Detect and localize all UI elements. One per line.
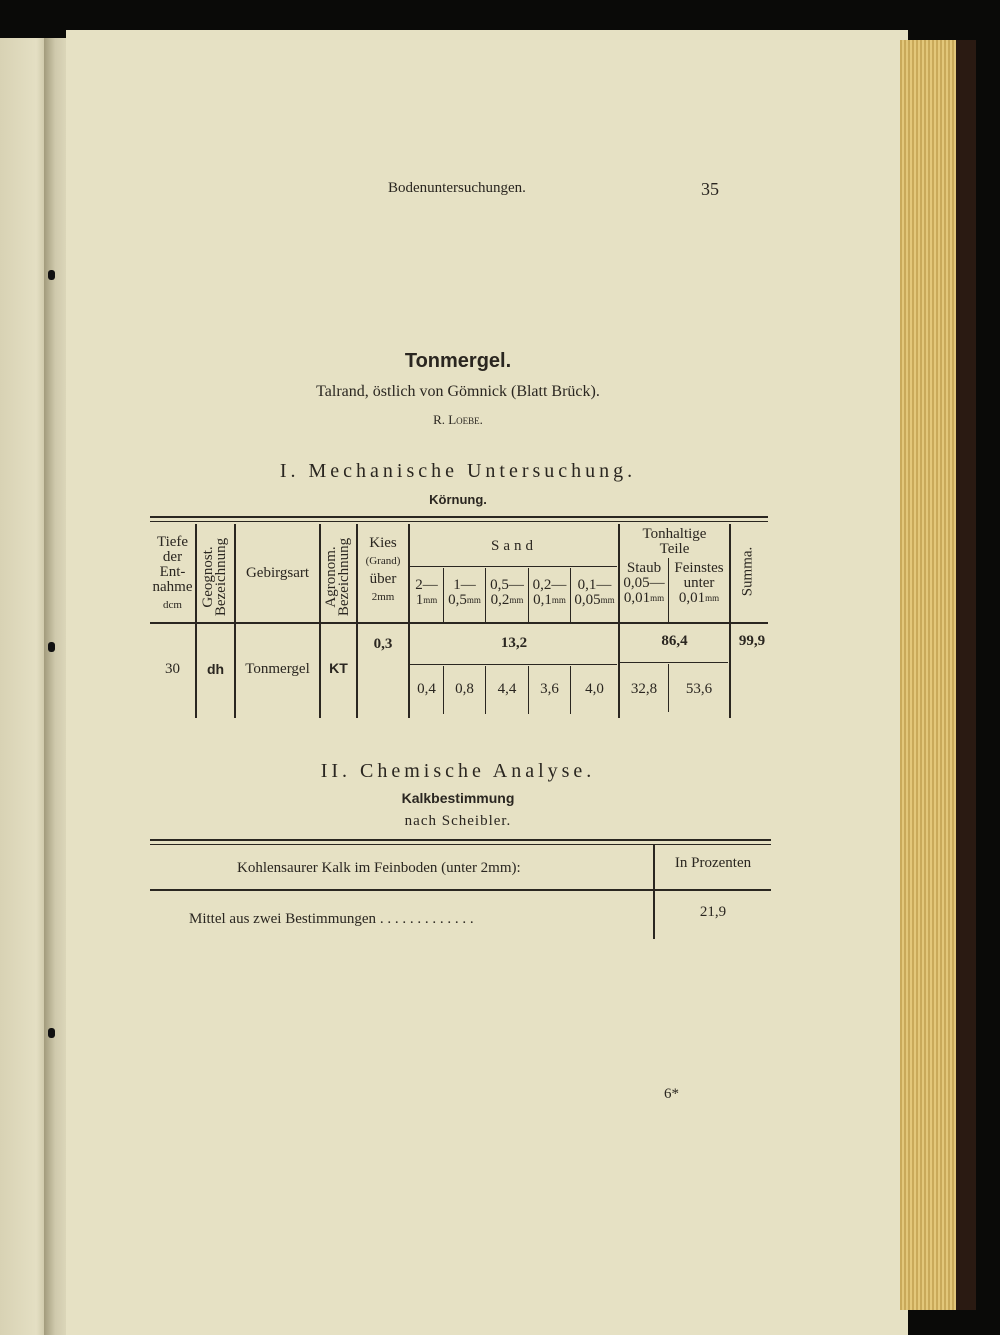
author-line: R. Loebe. <box>433 412 483 427</box>
table1-sand-subrule <box>410 566 617 567</box>
header-tonhaltige-teile: Tonhaltige Teile <box>642 526 707 557</box>
cell-ton-value: 32,8 <box>630 681 658 697</box>
table2-header-left: Kohlensaurer Kalk im Feinboden (unter 2mm): <box>237 860 521 876</box>
table2-header-right: In Prozenten <box>674 855 752 871</box>
leader-dots: . . . . . . . . . . . . . <box>379 911 474 927</box>
header-sand-fraction: 0,2— $0,1^{mm}$ <box>532 577 567 608</box>
binding-hole <box>48 270 55 280</box>
signature-mark: 6* <box>664 1086 679 1102</box>
table1-header-rule <box>150 622 768 624</box>
cell-sand-total: 13,2 <box>500 635 528 651</box>
cell-summa: 99,9 <box>738 633 766 649</box>
cell-kies: 0,3 <box>373 636 393 652</box>
cell-sand-value: 3,6 <box>540 681 559 697</box>
header-gebirgsart: Gebirgsart <box>245 565 310 581</box>
page-number: 35 <box>701 179 719 199</box>
section-heading-mechanical: I. Mechanische Untersuchung. <box>279 460 637 482</box>
method-line: nach Scheibler. <box>404 813 512 829</box>
table1-ton-body-rule <box>620 662 728 663</box>
running-title: Bodenuntersuchungen. <box>388 180 526 196</box>
table1-top-rule <box>150 516 768 518</box>
table1-sand-body-rule <box>410 664 617 665</box>
location-line: Talrand, östlich von Gömnick (Blatt Brück). <box>316 383 600 400</box>
cell-geognost: dh <box>206 661 225 677</box>
table2-top-rule <box>150 839 771 841</box>
table1-top-rule-thin <box>150 521 768 522</box>
header-feinstes: Feinstes unter $0,01^{mm}$ <box>674 560 724 606</box>
binding-hole <box>48 642 55 652</box>
binding-hole <box>48 1028 55 1038</box>
header-sand-fraction: 1— $0,5^{mm}$ <box>448 577 481 608</box>
cell-sand-value: 0,4 <box>417 681 436 697</box>
header-summa: Summa. <box>739 546 756 597</box>
book-cover-edge <box>956 40 976 1310</box>
header-staub: Staub 0,05— $0,01^{mm}$ <box>623 560 665 606</box>
header-sand: Sand <box>491 538 537 554</box>
table1-col-divider <box>319 524 321 718</box>
table2-header-rule <box>150 889 771 891</box>
table2-row-label: Mittel aus zwei Bestimmungen . . . . . . . . . . . . . <box>189 911 474 927</box>
cell-tiefe: 30 <box>165 661 180 677</box>
cell-gebirgsart: Tonmergel <box>245 661 310 677</box>
cell-sand-value: 0,8 <box>455 681 474 697</box>
header-geognost: Geognost. Bezeichnung <box>200 537 229 617</box>
header-sand-fraction: 0,1— $0,05^{mm}$ <box>574 577 615 608</box>
document-title: Tonmergel. <box>404 350 512 372</box>
table1-col-divider <box>195 524 197 718</box>
header-agronom: Agronom. Bezeichnung <box>323 537 352 617</box>
cell-ton-total: 86,4 <box>661 633 688 649</box>
cell-agronom: KT <box>329 660 348 676</box>
header-sand-fraction: 0,5— $0,2^{mm}$ <box>490 577 524 608</box>
section-subheading-kalk: Kalkbestimmung <box>401 790 515 806</box>
header-kies: Kies (Grand) über 2mm <box>365 535 401 603</box>
header-sand-fraction: 2— $1^{mm}$ <box>415 577 438 608</box>
table2-row-value: 21,9 <box>699 904 727 920</box>
page-edges <box>900 40 960 1310</box>
table2-top-rule-thin <box>150 844 771 845</box>
cell-sand-value: 4,0 <box>585 681 604 697</box>
table1-col-divider <box>729 524 731 718</box>
section-heading-chemical: II. Chemische Analyse. <box>320 760 596 782</box>
table1-col-divider <box>234 524 236 718</box>
header-tiefe: Tiefe der Ent- nahme dcm <box>152 534 193 611</box>
section-subheading-koernung: Körnung. <box>429 492 487 507</box>
cell-sand-value: 4,4 <box>497 681 517 697</box>
cell-ton-value: 53,6 <box>685 681 713 697</box>
